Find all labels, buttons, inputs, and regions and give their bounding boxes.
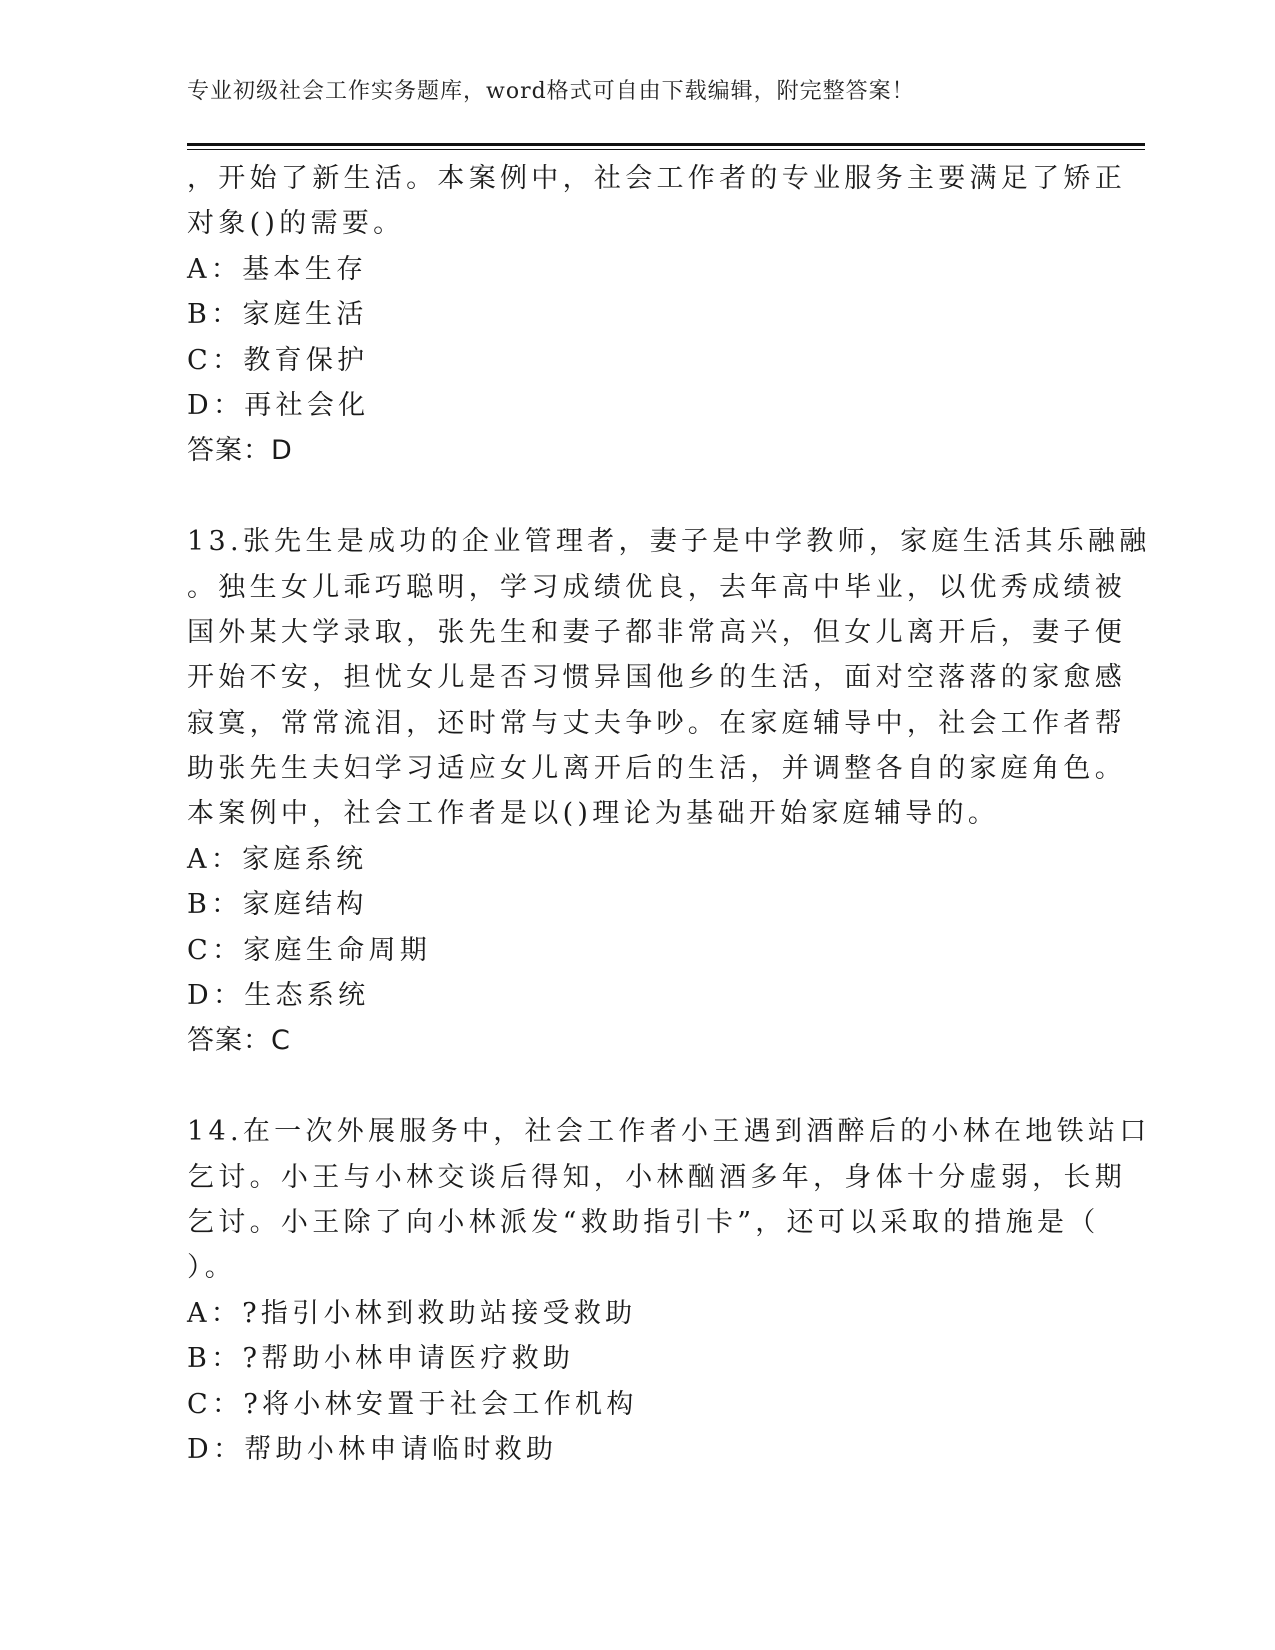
question-stem-line: 乞讨。小王除了向小林派发“救助指引卡”，还可以采取的措施是（ <box>187 1206 1100 1238</box>
header-rule-thick <box>187 143 1145 146</box>
answer-line: 答案：D <box>187 435 293 467</box>
question-stem-line: 14.在一次外展服务中，社会工作者小王遇到酒醉后的小林在地铁站口 <box>187 1116 1151 1148</box>
question-stem-line: 乞讨。小王与小林交谈后得知，小林酗酒多年，身体十分虚弱，长期 <box>187 1161 1126 1193</box>
header-rule-thin <box>187 149 1145 150</box>
block-spacer <box>187 474 1087 519</box>
option-b: B：?帮助小林申请医疗救助 <box>187 1343 575 1375</box>
question-block <box>187 519 1151 1064</box>
option-b: B：家庭生活 <box>187 299 368 331</box>
option-c: C：家庭生命周期 <box>187 934 432 966</box>
question-stem-line: ，开始了新生活。本案例中，社会工作者的专业服务主要满足了矫正 <box>187 163 1126 194</box>
question-stem-line: 13.张先生是成功的企业管理者，妻子是中学教师，家庭生活其乐融融 <box>187 526 1151 558</box>
answer-line: 答案：C <box>187 1025 291 1057</box>
question-content <box>187 156 1151 1472</box>
question-stem-line: 开始不安，担忧女儿是否习惯异国他乡的生活，面对空落落的家愈感 <box>187 662 1126 694</box>
question-block <box>187 156 1126 474</box>
option-d: D：再社会化 <box>187 389 370 421</box>
option-d: D：生态系统 <box>187 980 370 1012</box>
option-b: B：家庭结构 <box>187 889 368 921</box>
option-a: A：家庭系统 <box>187 843 368 875</box>
question-stem-line: 。独生女儿乖巧聪明，学习成绩优良，去年高中毕业，以优秀成绩被 <box>187 571 1126 603</box>
question-stem-line: 助张先生夫妇学习适应女儿离开后的生活，并调整各自的家庭角色。 <box>187 753 1126 785</box>
question-stem-line: 本案例中，社会工作者是以()理论为基础开始家庭辅导的。 <box>187 798 1000 830</box>
option-a: A：基本生存 <box>187 253 368 285</box>
option-c: C：教育保护 <box>187 344 369 376</box>
block-spacer <box>187 1064 1087 1109</box>
question-stem-line: 对象()的需要。 <box>187 208 405 240</box>
option-d: D：帮助小林申请临时救助 <box>187 1433 558 1465</box>
option-c: C：?将小林安置于社会工作机构 <box>187 1388 638 1420</box>
question-stem-line: 国外某大学录取，张先生和妻子都非常高兴，但女儿离开后，妻子便 <box>187 616 1126 648</box>
page-header: 专业初级社会工作实务题库，word格式可自由下载编辑，附完整答案！ <box>187 79 915 104</box>
option-a: A：?指引小林到救助站接受救助 <box>187 1297 637 1329</box>
question-block <box>187 1109 1151 1472</box>
question-stem-line: ）。 <box>187 1252 237 1284</box>
question-stem-line: 寂寞，常常流泪，还时常与丈夫争吵。在家庭辅导中，社会工作者帮 <box>187 707 1126 739</box>
